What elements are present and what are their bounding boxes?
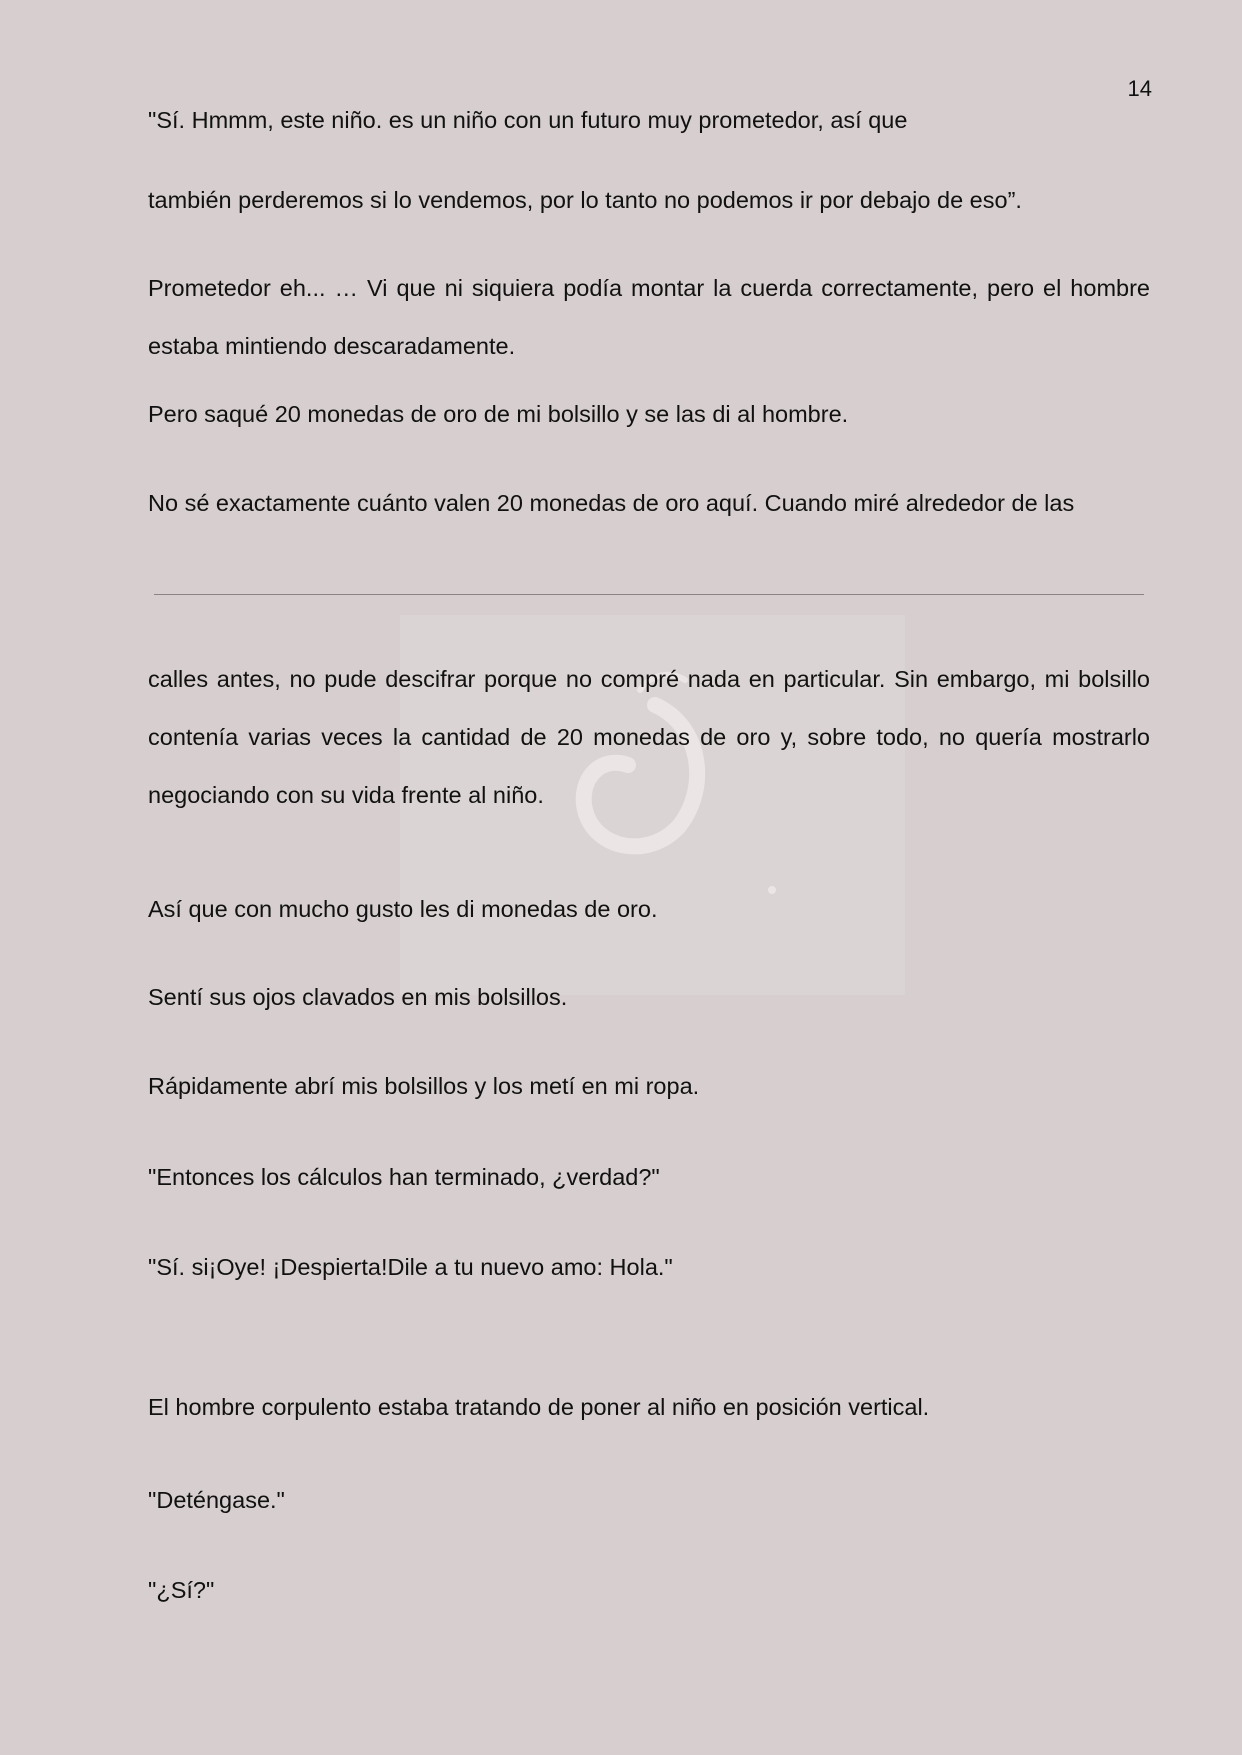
paragraph-5: No sé exactamente cuánto valen 20 monedas de oro aquí. Cuando miré alrededor de las: [148, 490, 1075, 516]
paragraph-13: "Deténgase.": [148, 1487, 285, 1513]
paragraph-4: Pero saqué 20 monedas de oro de mi bolsillo y se las di al hombre.: [148, 401, 849, 427]
paragraph-2: también perderemos si lo vendemos, por lo tanto no podemos ir por debajo de eso”.: [148, 187, 1022, 213]
page-break-divider: [154, 594, 1144, 595]
paragraph-14: "¿Sí?": [148, 1577, 215, 1603]
paragraph-12: El hombre corpulento estaba tratando de poner al niño en posición vertical.: [148, 1394, 930, 1420]
page-number: 14: [1127, 76, 1152, 101]
paragraph-9: Rápidamente abrí mis bolsillos y los metí en mi ropa.: [148, 1073, 700, 1099]
paragraph-10: "Entonces los cálculos han terminado, ¿verdad?": [148, 1164, 660, 1190]
paragraph-6: calles antes, no pude descifrar porque no compré nada en particular. Sin embargo, mi bolsillo contenía varias veces la cantidad de 20 monedas de oro y, sobre todo, no quería mostrarlo negociando con su vida frente al niño.: [148, 666, 1150, 808]
paragraph-3: Prometedor eh... … Vi que ni siquiera podía montar la cuerda correctamente, pero el hombre estaba mintiendo descaradamente.: [148, 275, 1150, 359]
paragraph-7: Así que con mucho gusto les di monedas de oro.: [148, 896, 658, 922]
paragraph-1: "Sí. Hmmm, este niño. es un niño con un futuro muy prometedor, así que: [148, 107, 908, 133]
paragraph-11: "Sí. si¡Oye! ¡Despierta!Dile a tu nuevo amo: Hola.": [148, 1254, 673, 1280]
paragraph-8: Sentí sus ojos clavados en mis bolsillos.: [148, 984, 568, 1010]
